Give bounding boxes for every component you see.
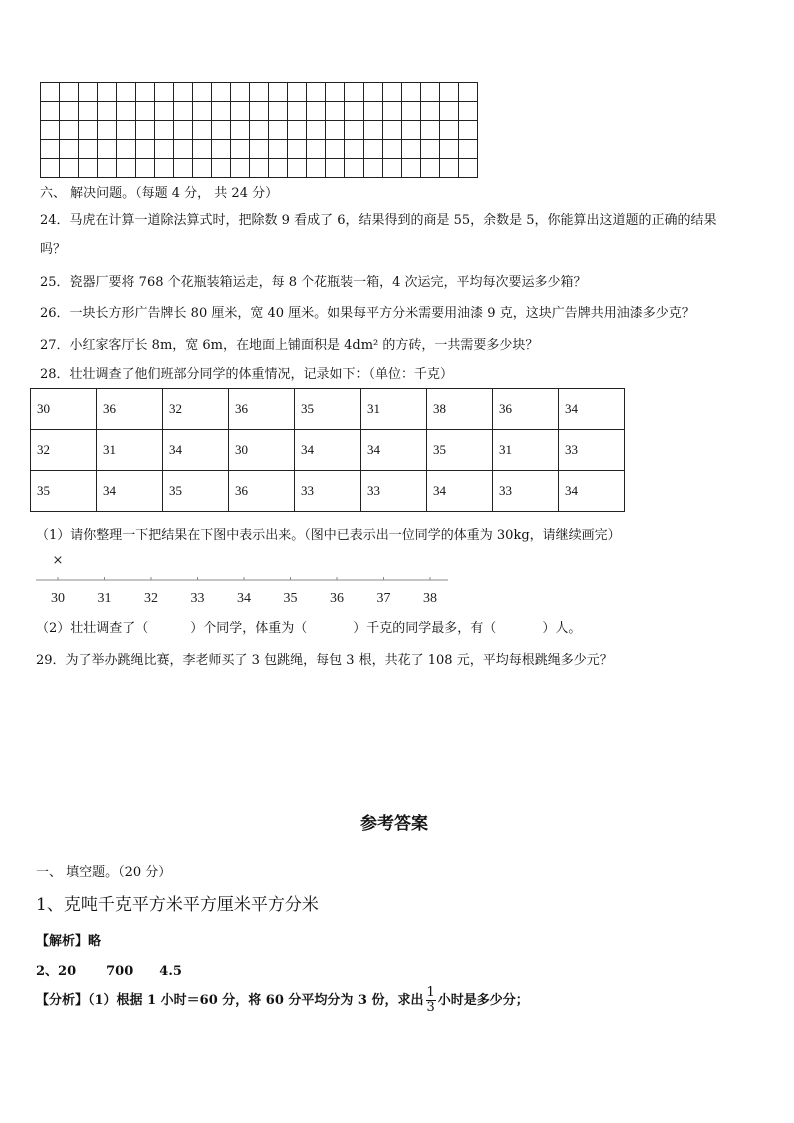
grid-cell[interactable] <box>459 83 478 102</box>
grid-cell[interactable] <box>440 159 459 178</box>
grid-cell[interactable] <box>41 140 60 159</box>
grid-row <box>41 102 478 121</box>
grid-cell[interactable] <box>98 121 117 140</box>
grid-cell[interactable] <box>60 140 79 159</box>
answer-1: 1、克吨千克平方米平方厘米平方分米 <box>36 895 319 915</box>
grid-cell[interactable] <box>345 102 364 121</box>
grid-cell[interactable] <box>459 159 478 178</box>
grid-cell[interactable] <box>79 140 98 159</box>
answer-2-value-3: 4.5 <box>159 964 182 979</box>
question-26: 26．一块长方形广告牌长 80 厘米，宽 40 厘米。如果每平方分米需要用油漆 9 克，这块广告牌共用油漆多少克？ <box>40 306 695 321</box>
grid-cell[interactable] <box>288 83 307 102</box>
grid-cell[interactable] <box>269 140 288 159</box>
grid-cell[interactable] <box>421 140 440 159</box>
grid-cell[interactable] <box>459 140 478 159</box>
weights-row <box>31 471 625 512</box>
answer-2-value-1: 2、20 <box>36 964 77 979</box>
answers-title: 参考答案 <box>360 814 428 834</box>
grid-cell[interactable] <box>307 121 326 140</box>
grid-cell[interactable] <box>421 83 440 102</box>
weights-cell: 34 <box>427 471 493 512</box>
weights-cell: 31 <box>493 430 559 471</box>
grid-cell[interactable] <box>98 83 117 102</box>
grid-cell[interactable] <box>288 159 307 178</box>
grid-cell[interactable] <box>193 102 212 121</box>
grid-cell[interactable] <box>193 121 212 140</box>
grid-cell[interactable] <box>136 140 155 159</box>
number-line-label: 34 <box>237 591 251 606</box>
weights-cell: 33 <box>493 471 559 512</box>
number-line-label: 32 <box>144 591 158 606</box>
grid-cell[interactable] <box>402 121 421 140</box>
grid-cell[interactable] <box>212 102 231 121</box>
grid-cell[interactable] <box>345 121 364 140</box>
number-line-label: 37 <box>376 591 391 606</box>
question-24: 24．马虎在计算一道除法算式时，把除数 9 看成了 6，结果得到的商是 55，余数是 5，你能算出这道题的正确的结果 <box>40 213 717 228</box>
grid-cell[interactable] <box>307 140 326 159</box>
grid-cell[interactable] <box>250 83 269 102</box>
grid-cell[interactable] <box>98 140 117 159</box>
question-28: 28．壮壮调查了他们班部分同学的体重情况，记录如下：（单位：千克） <box>40 367 454 382</box>
grid-cell[interactable] <box>41 83 60 102</box>
grid-cell[interactable] <box>326 83 345 102</box>
weights-cell: 31 <box>361 389 427 430</box>
grid-cell[interactable] <box>174 140 193 159</box>
part2-text-a: （2）壮壮调查了（ <box>36 621 149 636</box>
part2-text-b: ）个同学，体重为（ <box>190 621 308 636</box>
grid-cell[interactable] <box>440 140 459 159</box>
grid-row <box>41 159 478 178</box>
grid-row <box>41 121 478 140</box>
answer-2-value-2: 700 <box>106 964 134 979</box>
weights-cell: 36 <box>229 389 295 430</box>
grid-cell[interactable] <box>288 140 307 159</box>
fraction-one-third <box>426 986 436 1015</box>
weights-cell: 35 <box>163 471 229 512</box>
weights-cell: 32 <box>163 389 229 430</box>
grid-cell[interactable] <box>402 102 421 121</box>
grid-cell[interactable] <box>307 102 326 121</box>
number-line-label: 30 <box>51 591 65 606</box>
grid-cell[interactable] <box>383 121 402 140</box>
grid-cell[interactable] <box>459 102 478 121</box>
number-line-label: 33 <box>190 591 205 606</box>
fraction-numerator: 1 <box>426 985 435 1000</box>
weights-cell: 34 <box>559 389 625 430</box>
grid-cell[interactable] <box>117 102 136 121</box>
grid-cell[interactable] <box>250 102 269 121</box>
section-heading: 六、 解决问题。（每题 4 分， 共 24 分） <box>40 186 279 201</box>
weights-row <box>31 430 625 471</box>
grid-cell[interactable] <box>364 121 383 140</box>
grid-cell[interactable] <box>345 159 364 178</box>
grid-cell[interactable] <box>41 159 60 178</box>
grid-cell[interactable] <box>212 140 231 159</box>
grid-cell[interactable] <box>383 159 402 178</box>
weights-cell: 30 <box>31 389 97 430</box>
grid-cell[interactable] <box>402 140 421 159</box>
grid-cell[interactable] <box>421 102 440 121</box>
grid-cell[interactable] <box>307 83 326 102</box>
weights-cell: 36 <box>493 389 559 430</box>
grid-cell[interactable] <box>383 102 402 121</box>
grid-cell[interactable] <box>250 140 269 159</box>
grid-cell[interactable] <box>136 159 155 178</box>
weights-table <box>30 388 625 512</box>
grid-cell[interactable] <box>155 140 174 159</box>
weights-cell: 34 <box>163 430 229 471</box>
grid-cell[interactable] <box>212 159 231 178</box>
grid-cell[interactable] <box>174 102 193 121</box>
answer-grid <box>40 82 478 178</box>
grid-cell[interactable] <box>212 121 231 140</box>
grid-cell[interactable] <box>364 140 383 159</box>
weights-cell: 30 <box>229 430 295 471</box>
grid-cell[interactable] <box>79 83 98 102</box>
grid-cell[interactable] <box>136 121 155 140</box>
analysis-text-b: 小时是多少分； <box>437 993 529 1008</box>
grid-cell[interactable] <box>421 159 440 178</box>
grid-cell[interactable] <box>193 140 212 159</box>
analysis-text-a: 【分析】（1）根据 1 小时＝60 分，将 60 分平均分为 3 份，求出 <box>36 993 424 1008</box>
grid-cell[interactable] <box>440 102 459 121</box>
grid-cell[interactable] <box>269 159 288 178</box>
number-line-label: 38 <box>423 591 437 606</box>
grid-cell[interactable] <box>155 121 174 140</box>
grid-cell[interactable] <box>326 121 345 140</box>
grid-cell[interactable] <box>288 102 307 121</box>
grid-cell[interactable] <box>212 83 231 102</box>
grid-cell[interactable] <box>155 159 174 178</box>
weights-cell: 36 <box>97 389 163 430</box>
weights-cell: 35 <box>31 471 97 512</box>
grid-cell[interactable] <box>326 102 345 121</box>
grid-cell[interactable] <box>60 159 79 178</box>
weights-cell: 34 <box>97 471 163 512</box>
weights-cell: 33 <box>361 471 427 512</box>
weights-row <box>31 389 625 430</box>
weights-cell: 35 <box>427 430 493 471</box>
grid-cell[interactable] <box>364 159 383 178</box>
weights-cell: 33 <box>559 430 625 471</box>
grid-cell[interactable] <box>174 159 193 178</box>
question-27: 27．小红家客厅长 8m，宽 6m，在地面上铺面积是 4dm² 的方砖，一共需要多少块？ <box>40 338 539 353</box>
grid-cell[interactable] <box>41 121 60 140</box>
grid-cell[interactable] <box>421 121 440 140</box>
fraction-denominator: 3 <box>426 1000 435 1015</box>
answer-2-analysis <box>36 986 529 1015</box>
grid-cell[interactable] <box>383 83 402 102</box>
part2-text-d: ）人。 <box>542 621 582 636</box>
grid-cell[interactable] <box>193 83 212 102</box>
grid-cell[interactable] <box>231 102 250 121</box>
grid-cell[interactable] <box>60 83 79 102</box>
grid-cell[interactable] <box>136 83 155 102</box>
grid-cell[interactable] <box>98 159 117 178</box>
answer-2 <box>36 960 182 979</box>
grid-cell[interactable] <box>364 102 383 121</box>
grid-cell[interactable] <box>117 159 136 178</box>
number-line-label: 35 <box>283 591 298 606</box>
grid-cell[interactable] <box>231 121 250 140</box>
grid-cell[interactable] <box>383 140 402 159</box>
grid-cell[interactable] <box>174 83 193 102</box>
grid-cell[interactable] <box>459 121 478 140</box>
grid-cell[interactable] <box>231 159 250 178</box>
grid-cell[interactable] <box>250 159 269 178</box>
grid-cell[interactable] <box>326 159 345 178</box>
grid-cell[interactable] <box>345 83 364 102</box>
grid-cell[interactable] <box>402 159 421 178</box>
grid-cell[interactable] <box>364 83 383 102</box>
answer-1-analysis: 【解析】略 <box>36 934 102 949</box>
grid-row <box>41 83 478 102</box>
question-28-part2 <box>36 617 581 636</box>
grid-cell[interactable] <box>231 140 250 159</box>
question-28-part1: （1）请你整理一下把结果在下图中表示出来。（图中已表示出一位同学的体重为 30kg，请继续画完） <box>36 528 621 543</box>
grid-cell[interactable] <box>440 121 459 140</box>
grid-cell[interactable] <box>269 121 288 140</box>
weights-cell: 36 <box>229 471 295 512</box>
grid-cell[interactable] <box>98 102 117 121</box>
grid-cell[interactable] <box>250 121 269 140</box>
weights-cell: 31 <box>97 430 163 471</box>
grid-cell[interactable] <box>345 140 364 159</box>
grid-cell[interactable] <box>174 121 193 140</box>
grid-cell[interactable] <box>193 159 212 178</box>
grid-cell[interactable] <box>79 121 98 140</box>
number-line <box>36 546 456 610</box>
weights-cell: 38 <box>427 389 493 430</box>
weights-cell: 34 <box>295 430 361 471</box>
grid-cell[interactable] <box>231 83 250 102</box>
grid-cell[interactable] <box>402 83 421 102</box>
weights-cell: 34 <box>559 471 625 512</box>
weights-cell: 35 <box>295 389 361 430</box>
grid-cell[interactable] <box>269 83 288 102</box>
grid-cell[interactable] <box>117 83 136 102</box>
grid-cell[interactable] <box>117 140 136 159</box>
grid-cell[interactable] <box>60 102 79 121</box>
grid-cell[interactable] <box>136 102 155 121</box>
weights-cell: 32 <box>31 430 97 471</box>
question-24-cont: 吗？ <box>40 242 67 257</box>
grid-cell[interactable] <box>288 121 307 140</box>
question-29: 29．为了举办跳绳比赛，李老师买了 3 包跳绳，每包 3 根，共花了 108 元，平均每根跳绳多少元？ <box>36 653 613 668</box>
grid-cell[interactable] <box>269 102 288 121</box>
grid-cell[interactable] <box>41 102 60 121</box>
number-line-label: 31 <box>97 591 112 606</box>
grid-cell[interactable] <box>440 83 459 102</box>
grid-cell[interactable] <box>326 140 345 159</box>
part2-text-c: ）千克的同学最多，有（ <box>353 621 497 636</box>
grid-cell[interactable] <box>307 159 326 178</box>
grid-cell[interactable] <box>79 159 98 178</box>
number-line-cross-mark: × <box>52 553 64 568</box>
grid-row <box>41 140 478 159</box>
answers-section-1: 一、 填空题。（20 分） <box>36 865 172 880</box>
grid-cell[interactable] <box>155 83 174 102</box>
weights-cell: 34 <box>361 430 427 471</box>
grid-cell[interactable] <box>60 121 79 140</box>
weights-cell: 33 <box>295 471 361 512</box>
grid-cell[interactable] <box>79 102 98 121</box>
number-line-label: 36 <box>330 591 344 606</box>
grid-cell[interactable] <box>155 102 174 121</box>
question-25: 25．瓷器厂要将 768 个花瓶装箱运走，每 8 个花瓶装一箱，4 次运完，平均每次要运多少箱？ <box>40 275 587 290</box>
grid-cell[interactable] <box>117 121 136 140</box>
